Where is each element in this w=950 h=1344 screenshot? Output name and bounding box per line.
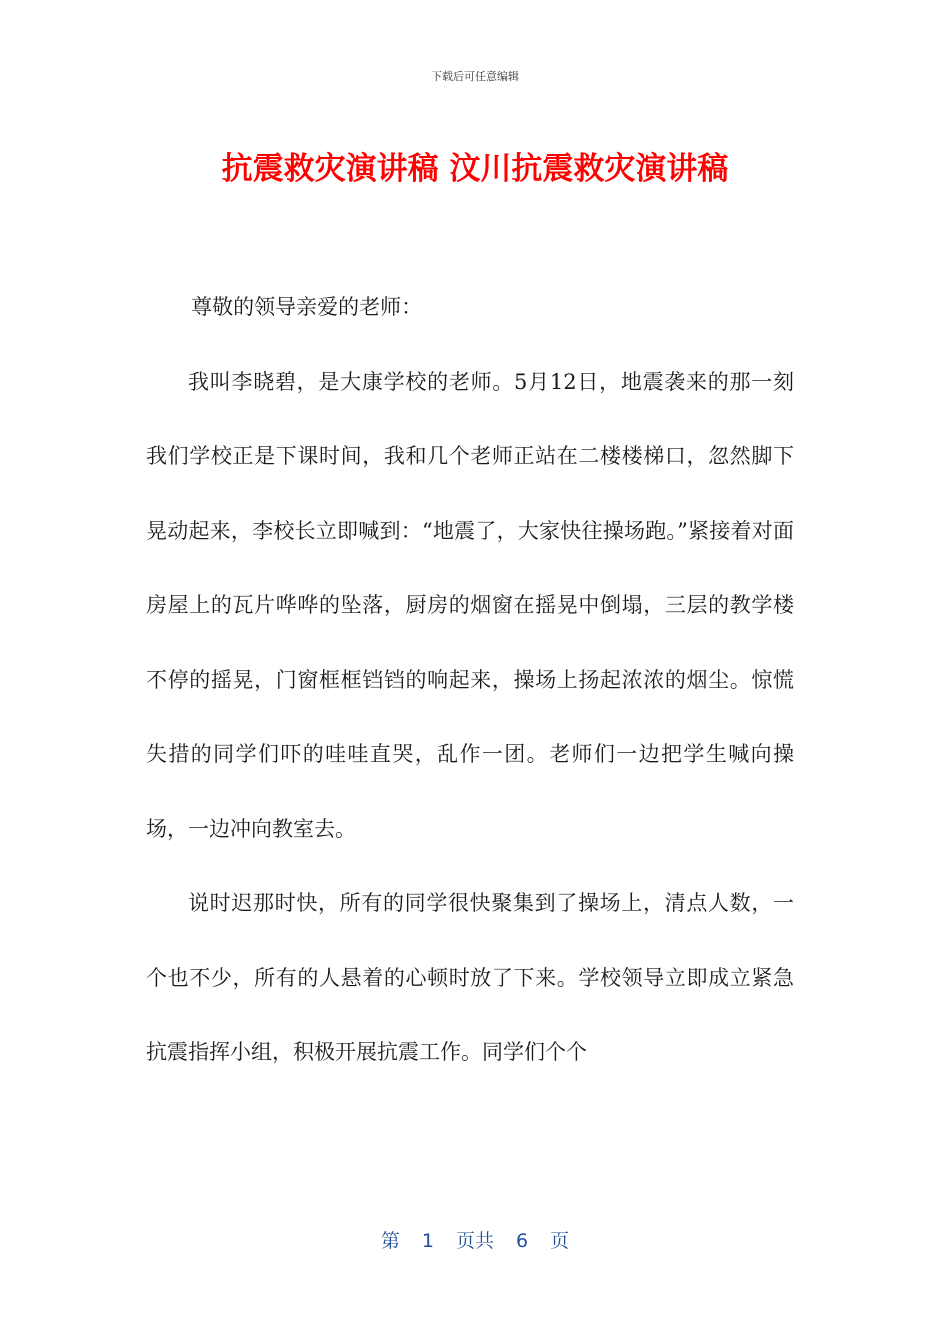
- page-label-suffix: 页: [550, 1230, 570, 1252]
- current-page-number: 1: [421, 1230, 434, 1252]
- header-note: 下载后可任意编辑: [431, 70, 519, 83]
- paragraph-salutation: 尊敬的领导亲爱的老师：: [191, 295, 423, 319]
- paragraph: 说时迟那时快，所有的同学很快聚集到了操场上，清点人数，一个也不少，所有的人悬着的心顿时放了下来。学校领导立即成立紧急抗震指挥小组，积极开展抗震工作。同学们个个: [146, 891, 794, 1064]
- page-label-prefix: 第: [380, 1230, 400, 1252]
- page-footer: [0, 1226, 950, 1253]
- page-label-mid: 页共: [455, 1230, 494, 1252]
- document-title: 抗震救灾演讲稿 汶川抗震救灾演讲稿: [221, 151, 729, 187]
- document-body: [146, 270, 794, 1090]
- paragraph: 我叫李晓碧，是大康学校的老师。5月12日，地震袭来的那一刻我们学校正是下课时间，我和几个老师正站在二楼楼梯口，忽然脚下晃动起来，李校长立即喊到：“地震了，大家快往操场跑。”紧接着对面房屋上的瓦片哗哗的坠落，厨房的烟窗在摇晃中倒塌，三层的教学楼不停的摇晃，门窗框框铛铛的响起来，操场上扬起浓浓的烟尘。惊慌失措的同学们吓的哇哇直哭，乱作一团。老师们一边把学生喊向操场，一边冲向教室去。: [146, 369, 794, 841]
- total-pages-number: 6: [516, 1230, 529, 1252]
